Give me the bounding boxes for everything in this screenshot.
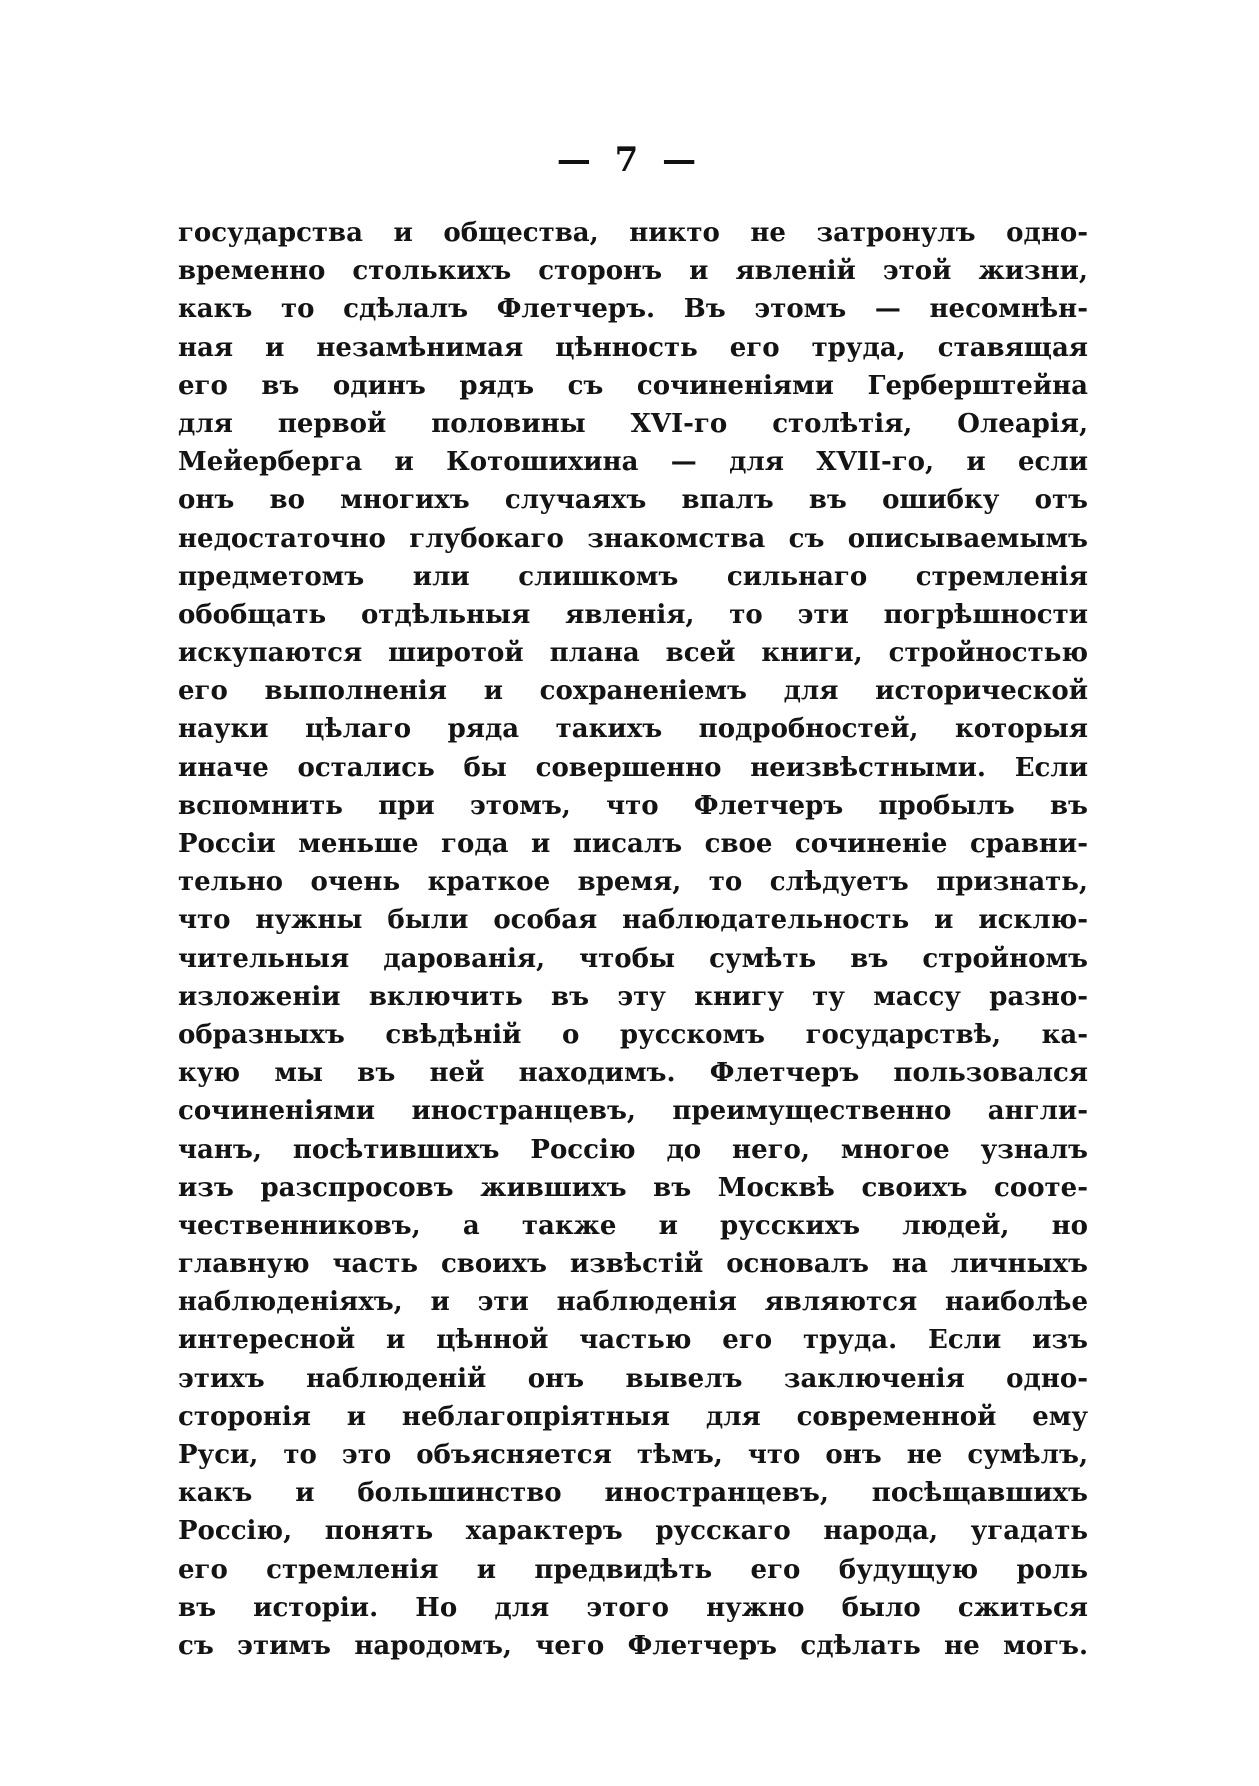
text-line: его выполненія и сохраненіемъ для исторической [178, 676, 1088, 707]
text-line: Россіи меньше года и писалъ свое сочиненіе сравни- [178, 829, 1088, 859]
text-line: его стремленія и предвидѣть его будущую роль [178, 1554, 1088, 1585]
text-line: его въ одинъ рядъ съ сочиненіями Герберштейна [178, 370, 1088, 401]
text-line: какъ и большинство иностранцевъ, посѣщавшихъ [178, 1478, 1088, 1509]
text-line: въ исторіи. Но для этого нужно было сжиться [178, 1592, 1088, 1623]
text-line: изъ разспросовъ жившихъ въ Москвѣ своихъ сооте- [178, 1172, 1088, 1203]
text-line: для первой половины XVI-го столѣтія, Олеарія, [178, 408, 1088, 439]
text-line: науки цѣлаго ряда такихъ подробностей, которыя [178, 714, 1088, 745]
text-line: Мейерберга и Котошихина — для XVII-го, и если [178, 447, 1088, 478]
text-line: государства и общества, никто не затронулъ одно- [178, 218, 1088, 248]
text-line: интересной и цѣнной частью его труда. Если изъ [178, 1325, 1088, 1356]
text-line: обобщать отдѣльныя явленія, то эти погрѣшности [178, 599, 1088, 630]
text-line: вспомнить при этомъ, что Флетчеръ пробылъ въ [178, 790, 1088, 821]
text-line: что нужны были особая наблюдательность и исклю- [178, 905, 1088, 936]
text-line: недостаточно глубокаго знакомства съ описываемымъ [178, 523, 1088, 554]
text-line: чественниковъ, а также и русскихъ людей, но [178, 1210, 1088, 1241]
text-line: Руси, то это объясняется тѣмъ, что онъ не сумѣлъ, [178, 1440, 1088, 1470]
text-line: временно столькихъ сторонъ и явленій этой жизни, [178, 256, 1088, 287]
text-line: образныхъ свѣдѣній о русскомъ государствѣ, ка- [178, 1019, 1088, 1050]
text-line: кую мы въ ней находимъ. Флетчеръ пользовался [178, 1058, 1088, 1089]
text-line: тельно очень краткое время, то слѣдуетъ признать, [178, 867, 1088, 898]
text-line: сторонія и неблагопріятныя для современной ему [178, 1401, 1088, 1432]
text-line: наблюденіяхъ, и эти наблюденія являются наиболѣе [178, 1287, 1088, 1318]
text-line: онъ во многихъ случаяхъ впалъ въ ошибку отъ [178, 485, 1088, 516]
text-line: предметомъ или слишкомъ сильнаго стремленія [178, 561, 1088, 592]
text-line: чанъ, посѣтившихъ Россію до него, многое узналъ [178, 1134, 1088, 1165]
text-line: искупаются широтой плана всей книги, стройностью [178, 638, 1088, 669]
text-line: съ этимъ народомъ, чего Флетчеръ сдѣлать не могъ. [178, 1630, 1088, 1661]
text-line: этихъ наблюденій онъ вывелъ заключенія одно- [178, 1363, 1088, 1394]
text-line: главную часть своихъ извѣстій основалъ на личныхъ [178, 1249, 1088, 1280]
body-text [178, 214, 1088, 1665]
text-line: иначе остались бы совершенно неизвѣстными. Если [178, 752, 1088, 783]
text-line: какъ то сдѣлалъ Флетчеръ. Въ этомъ — несомнѣн- [178, 294, 1088, 325]
text-line: сочиненіями иностранцевъ, преимущественно англи- [178, 1096, 1088, 1127]
text-line: чительныя дарованія, чтобы сумѣть въ стройномъ [178, 943, 1088, 974]
text-line: ная и незамѣнимая цѣнность его труда, ставящая [178, 332, 1088, 363]
text-line: Россію, понять характеръ русскаго народа, угадать [178, 1516, 1088, 1547]
text-line: изложеніи включить въ эту книгу ту массу разно- [178, 981, 1088, 1012]
page-number: — 7 — [556, 140, 703, 180]
